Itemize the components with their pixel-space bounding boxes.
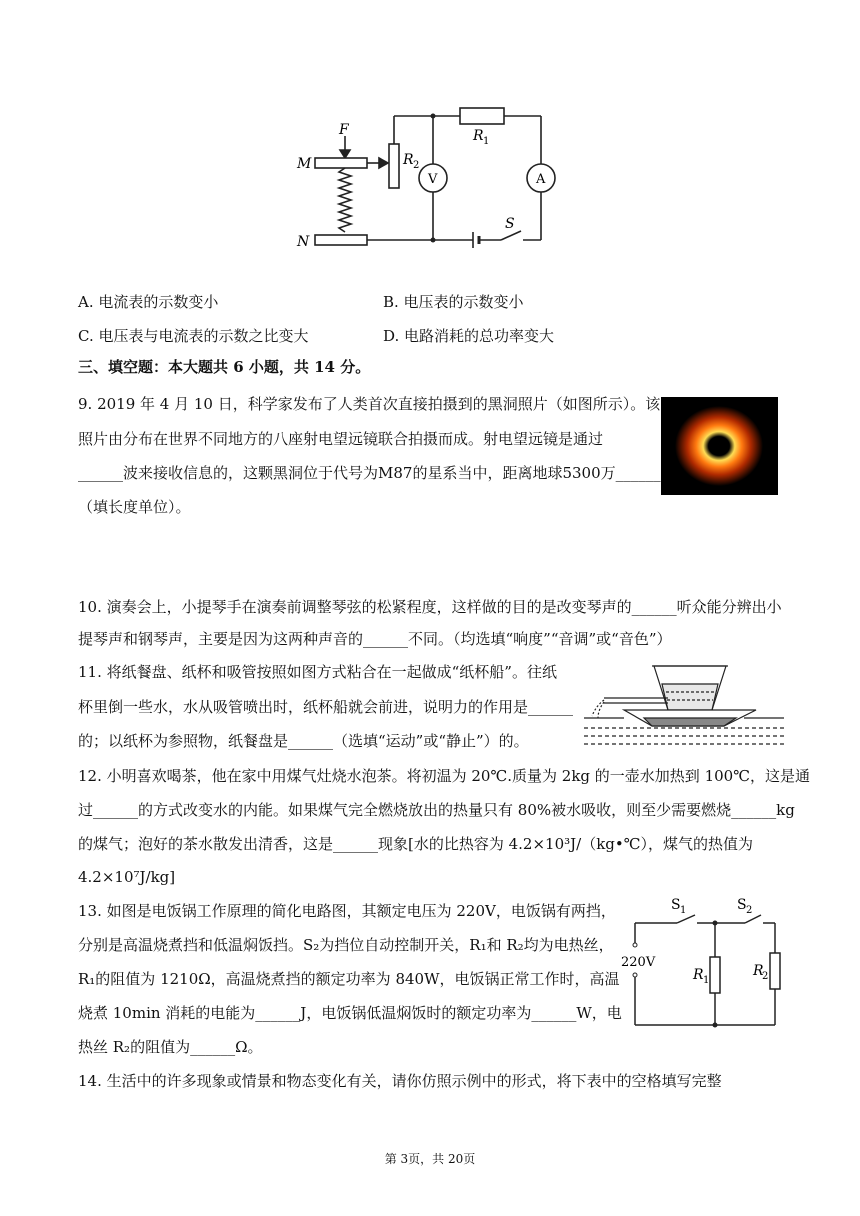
- label-m: M: [297, 156, 312, 172]
- black-hole-photo: [661, 397, 778, 495]
- label-220v: 220V: [621, 955, 656, 970]
- paper-cup-boat-figure: [584, 660, 784, 750]
- q8-option-b: B. 电压表的示数变小: [383, 293, 524, 311]
- rice-cooker-circuit-figure: [615, 895, 785, 1035]
- label-s: S: [505, 216, 515, 232]
- label-r2: R: [753, 963, 764, 979]
- q11-line-2: 杯里倒一些水，水从吸管喷出时，纸杯船就会前进，说明力的作用是______: [78, 698, 574, 716]
- ammeter-label: A: [536, 172, 546, 187]
- q9-line-3: ______波来接收信息的，这颗黑洞位于代号为M87的星系当中，距离地球5300万______: [78, 464, 661, 482]
- q8-option-a: A. 电流表的示数变小: [78, 293, 219, 311]
- q13-line-1: 13. 如图是电饭锅工作原理的简化电路图，其额定电压为 220V，电饭锅有两挡，: [78, 902, 616, 920]
- label-r1-sub: 1: [483, 136, 490, 147]
- voltmeter-label: V: [428, 172, 438, 187]
- section-heading: 三、填空题：本大题共 6 小题，共 14 分。: [78, 358, 371, 376]
- label-s1-sub: 1: [680, 905, 687, 916]
- q11-line-1: 11. 将纸餐盘、纸杯和吸管按照如图方式粘合在一起做成“纸杯船”。往纸: [78, 663, 557, 681]
- q11-line-3: 的；以纸杯为参照物，纸餐盘是______（选填“运动”或“静止”）的。: [78, 732, 529, 750]
- q14-line-1: 14. 生活中的许多现象或情景和物态变化有关，请你仿照示例中的形式，将下表中的空格填写完整: [78, 1072, 722, 1090]
- q12-line-4: 4.2×10⁷J/kg]: [78, 868, 176, 886]
- q13-line-2: 分别是高温烧煮挡和低温焖饭挡。S₂为挡位自动控制开关，R₁和 R₂均为电热丝，: [78, 936, 614, 954]
- label-s2: S: [737, 897, 747, 913]
- q10-line-2: 提琴声和钢琴声，主要是因为这两种声音的______不同。（均选填“响度”“音调”或“音色”）: [78, 630, 672, 648]
- label-r1: R: [473, 128, 484, 144]
- q13-line-3: R₁的阻值为 1210Ω，高温烧煮挡的额定功率为 840W，电饭锅正常工作时，高温: [78, 970, 620, 988]
- label-f: F: [339, 122, 349, 138]
- q13-line-5: 热丝 R₂的阻值为______Ω。: [78, 1038, 263, 1056]
- q9-line-1: 9. 2019 年 4 月 10 日，科学家发布了人类首次直接拍摄到的黑洞照片（如图所示）。该: [78, 395, 661, 413]
- q12-line-3: 的煤气；泡好的茶水散发出清香，这是______现象[水的比热容为 4.2×10³J/（kg•℃），煤气的热值为: [78, 835, 754, 853]
- q13-line-4: 烧煮 10min 消耗的电能为______J，电饭锅低温焖饭时的额定功率为______W，电: [78, 1004, 622, 1022]
- label-r1: R: [693, 967, 704, 983]
- q8-option-c: C. 电压表与电流表的示数之比变大: [78, 327, 309, 345]
- q12-line-1: 12. 小明喜欢喝茶，他在家中用煤气灶烧水泡茶。将初温为 20℃.质量为 2kg 的一壶水加热到 100℃，这是通: [78, 767, 810, 785]
- q8-option-d: D. 电路消耗的总功率变大: [383, 327, 555, 345]
- label-n: N: [297, 234, 310, 250]
- label-s2-sub: 2: [746, 905, 753, 916]
- q9-line-2: 照片由分布在世界不同地方的八座射电望远镜联合拍摄而成。射电望远镜是通过: [78, 430, 604, 448]
- q9-line-4: （填长度单位）。: [78, 498, 191, 516]
- label-r2: R: [403, 152, 414, 168]
- label-s1: S: [671, 897, 681, 913]
- label-r2-sub: 2: [413, 160, 420, 171]
- label-r2-sub: 2: [762, 971, 769, 982]
- label-r1-sub: 1: [703, 975, 710, 986]
- q12-line-2: 过______的方式改变水的内能。如果煤气完全燃烧放出的热量只有 80%被水吸收，则至少需要燃烧______kg: [78, 801, 795, 819]
- q8-circuit-figure: [295, 98, 565, 258]
- page-footer: 第 3页，共 20页: [384, 1152, 476, 1166]
- q10-line-1: 10. 演奏会上，小提琴手在演奏前调整琴弦的松紧程度，这样做的目的是改变琴声的______听众能分辨出小: [78, 598, 782, 616]
